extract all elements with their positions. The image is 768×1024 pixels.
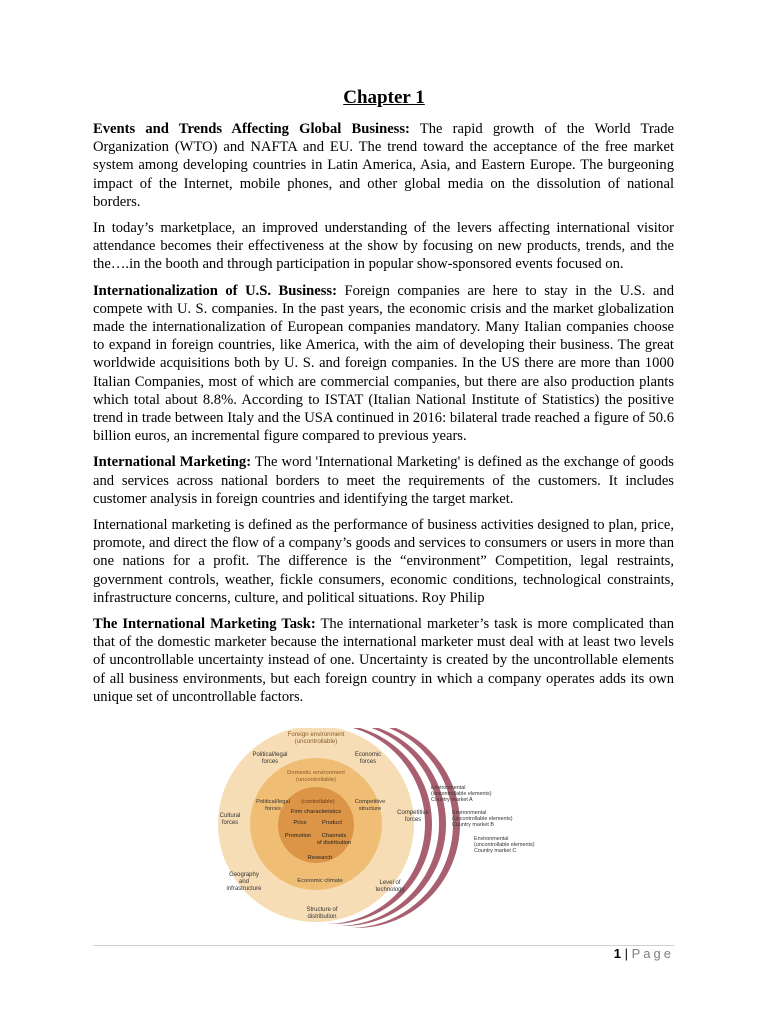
page-footer	[614, 946, 674, 961]
channels-of-distribution-label: Channels of distribution	[316, 833, 352, 846]
international-marketing-task-diagram	[208, 728, 552, 928]
research-label: Research	[307, 855, 333, 861]
page-label: Page	[631, 946, 674, 961]
paragraph-text: In today’s marketplace, an improved understanding of the levers affecting international visitor attendance becomes their effectiveness at the show by focusing on new products, trends, and the the….in the booth and through participation in popular show-sponsored events focused on.	[93, 220, 674, 273]
cultural-forces-label: Cultural forces	[219, 813, 241, 826]
paragraph-text: Foreign companies are here to stay in the U.S. and compete with U. S. companies. In the past years, the economic crisis and the market globalization made the internationalization of European companies mandatory. Many Italian companies choose to expand in foreign countries, like America, with the aim of developing their business. The great worldwide acquisitions both by U. S. and foreign companies. In the US there are more than 1000 Italian Companies, most of which are commercial companies, but there are also production plants which total about 8.8%. According to ISTAT (Italian National Institute of Statistics) the positive trend in trade between Italy and the USA continued in 2016: bilateral trade reached a figure of 50.6 billion euros, an incremental figure compared to previous years.	[93, 282, 675, 445]
paragraph-text: The international marketer’s task is more complicated than that of the domestic marketer because the international marketer must deal with at least two levels of uncontrollable uncertainty instead of one. Uncertainty is created by the uncontrollable elements of all business environments, but each foreign country in which a company operates adds its own unique set of uncontrollable factors.	[93, 616, 674, 705]
product-label: Product	[322, 820, 342, 826]
paragraph-internationalization	[93, 282, 674, 446]
paragraph-events-trends	[93, 120, 674, 211]
geography-infrastructure-label: Geography and infrastructure	[226, 872, 262, 892]
paragraph-lead: Events and Trends Affecting Global Business:	[93, 121, 410, 137]
firm-characteristics-label: Firm characteristics	[290, 809, 342, 815]
document-body	[93, 120, 674, 714]
paragraph-lead: Internationalization of U.S. Business:	[93, 282, 337, 299]
paragraph-marketplace	[93, 219, 674, 274]
structure-of-distribution-label: Structure of distribution	[306, 907, 338, 920]
political-legal-forces-outer: Political/legal forces	[252, 752, 288, 765]
political-legal-forces-inner: Political/legal forces	[256, 799, 290, 812]
footer-divider	[93, 945, 674, 946]
paragraph-marketing-task	[93, 615, 674, 706]
economic-climate-label: Economic climate	[297, 878, 343, 884]
country-market-b-label: Environmental (uncontrollable elements) Country market B	[452, 810, 513, 828]
domestic-environment-label: Domestic environment (uncontrollable)	[287, 770, 345, 783]
paragraph-international-marketing	[93, 453, 674, 508]
paragraph-definition	[93, 516, 674, 607]
foreign-environment-label: Foreign environment (uncontrollable)	[287, 731, 345, 745]
controllable-label: (controllable)	[301, 799, 335, 805]
page-number: 1	[613, 946, 621, 961]
country-market-c-label: Environmental (uncontrollable elements) Country market C	[474, 836, 535, 854]
paragraph-text: The word 'International Marketing' is defined as the exchange of goods and services across national borders to meet the requirements of the customers. It includes customer analysis in foreign countries and identifying the target market.	[93, 454, 674, 507]
footer-separator: |	[624, 946, 628, 961]
promotion-label: Promotion	[284, 833, 312, 839]
price-label: Price	[293, 820, 307, 826]
paragraph-text: International marketing is defined as the performance of business activities designed to plan, price, promote, and direct the flow of a company’s goods and services to consumers or users in more than one nations for a profit. The difference is the “environment” Competition, legal restraints, government controls, weather, fickle consumers, economic conditions, technological constraints, infrastructure concerns, culture, and political situations. Roy Philip	[93, 517, 674, 606]
level-of-technology-label: Level of technology	[375, 880, 405, 893]
competitive-structure-inner: Competitive structure	[354, 799, 386, 812]
competitive-forces-outer: Competitive forces	[397, 810, 429, 823]
paragraph-text: The rapid growth of the World Trade Organization (WTO) and NAFTA and EU. The trend toward the acceptance of the free market system among developing countries in Latin America, Asia, and Eastern Europe. The burgeoning impact of the Internet, mobile phones, and other global media on the dissolution of national borders.	[93, 121, 674, 210]
economic-forces-outer: Economic forces	[354, 752, 382, 765]
paragraph-lead: The International Marketing Task:	[93, 616, 316, 633]
paragraph-lead: International Marketing:	[93, 454, 252, 471]
country-market-a-label: Environmental (uncontrollable elements) Country market A	[431, 785, 492, 803]
page-title: Chapter 1	[343, 87, 425, 108]
